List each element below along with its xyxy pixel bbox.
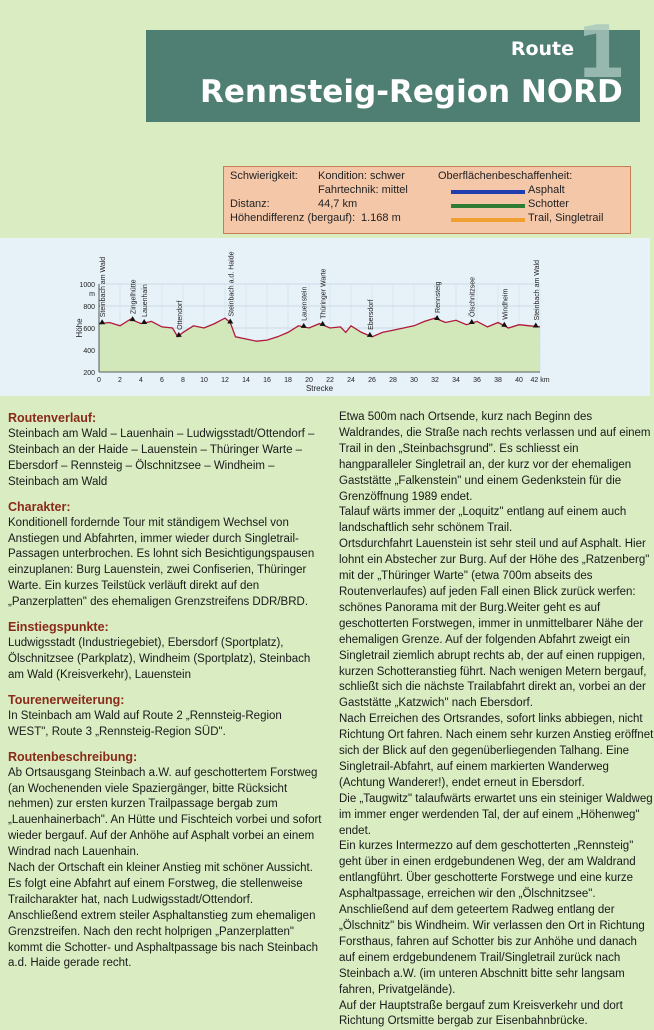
beschreibung-paragraph: Anschließend auf dem geteertem Radweg entlang der „Ölschnitz" bis Windheim. Wir verlassen den Ort in Richtung Forsthaus, fahren auf Schotter bis zur Anhöhe und danach auf einem erdgebundenem Trail/Singletrail zurück nach Steinbach a.W. (im unteren Abschnitt bitte sehr langsam fahren, Privatgelände). xyxy=(339,904,645,996)
heading-tourenerweiterung: Tourenerweiterung: xyxy=(8,692,125,707)
distance-value: 44,7 km xyxy=(318,198,358,210)
x-tick-label: 0 xyxy=(97,377,101,384)
beschreibung-paragraph: Nach der Ortschaft ein kleiner Anstieg mit schöner Aussicht. Es folgt eine Abfahrt auf einem Forstweg, die stellenweise Trailcharakter hat, nach Ludwigsstadt/Ottendorf. xyxy=(8,862,313,906)
charakter-text: Konditionell fordernde Tour mit ständigem Wechsel von Anstiegen und Abfahrten, immer wieder durch Singletrail-Passagen unterbrochen. Es lohnt sich Besichtigungspausen einzuplanen: Burg Lauenstein, zwei Confiserien, Thüringer Warte. Ein kurzes Teilstück verläuft direkt auf den „Panzerplatten" des ehemaligen Grenzstreifens DDR/BRD. xyxy=(8,516,315,609)
y-tick-label: 400 xyxy=(83,348,95,355)
place-label: Steinbach a.d. Haide xyxy=(228,251,236,317)
kondition-value: Kondition: schwer xyxy=(318,170,405,182)
difficulty-label: Schwierigkeit: xyxy=(230,170,298,182)
x-tick-label: 28 xyxy=(389,377,397,384)
legend-trail-line xyxy=(451,218,525,222)
x-tick-label: 42 km xyxy=(530,377,550,384)
left-column xyxy=(8,410,323,972)
place-label: Ölschnitzsee xyxy=(469,276,477,318)
place-marker xyxy=(141,319,147,324)
route-number: 1 xyxy=(575,10,626,94)
place-label: Windheim xyxy=(502,288,510,320)
place-label: Zingelhütte xyxy=(130,279,138,315)
fahrtechnik-value: Fahrtechnik: mittel xyxy=(318,184,408,196)
legend-asphalt-label: Asphalt xyxy=(528,184,565,196)
elevation-profile xyxy=(0,238,650,396)
beschreibung-paragraph: Etwa 500m nach Ortsende, kurz nach Beginn des Waldrandes, die Straße nach rechts verlassen und auf einem Trail in den „Steinbachsgrund". Es schliesst ein hangparalleler Singletrail an, der kurz vor der ehemaligen Gaststätte „Falkenstein" und einem Gedenkstein für die Grenzöffnung 1989 endet. xyxy=(339,411,651,503)
beschreibung-paragraph: Die „Taugwitz" talaufwärts erwartet uns ein steiniger Waldweg im immer enger werdenden Tal, der auf einem „Höhenweg" endet. xyxy=(339,792,653,837)
place-marker xyxy=(99,319,105,324)
x-tick-label: 6 xyxy=(160,377,164,384)
tourenerweiterung-text: In Steinbach am Wald auf Route 2 „Rennsteig-Region WEST", Route 3 „Rennsteig-Region SÜD". xyxy=(8,709,282,738)
x-tick-label: 8 xyxy=(181,377,185,384)
legend-schotter-line xyxy=(451,204,525,208)
x-tick-label: 18 xyxy=(284,377,292,384)
x-tick-label: 24 xyxy=(347,377,355,384)
surface-title: Oberflächenbeschaffenheit: xyxy=(438,170,573,182)
einstiegspunkte-text: Ludwigsstadt (Industriegebiet), Ebersdorf (Sportplatz), Ölschnitzsee (Parkplatz), Windheim (Sportplatz), Steinbach am Wald (Kreisverkehr), Lauenstein xyxy=(8,637,311,681)
page-title: Rennsteig-Region NORD xyxy=(200,74,623,110)
place-label: Lauenhain xyxy=(142,284,150,317)
route-label: Route xyxy=(510,38,574,60)
place-label: Lauenstein xyxy=(301,286,309,321)
x-tick-label: 38 xyxy=(494,377,502,384)
beschreibung-paragraph: Auf der Hauptstraße bergauf zum Kreisverkehr und dort Richtung Ortsmitte bergab zur Eisenbahnbrücke. xyxy=(339,999,623,1028)
heading-einstiegspunkte: Einstiegspunkte: xyxy=(8,620,109,635)
place-label: Steinbach am Wald xyxy=(533,260,541,321)
beschreibung-paragraph: Anschließend extrem steiler Asphaltanstieg zum ehemaligen Grenzstreifen. Nach den recht holprigen „Panzerplatten" kommt die Schotter- und Asphaltpassage bis nach Steinbach a.d. Haide gerade recht. xyxy=(8,909,319,970)
legend-schotter-label: Schotter xyxy=(528,198,569,210)
x-tick-label: 30 xyxy=(410,377,418,384)
place-marker xyxy=(301,323,307,328)
elevation-value: 1.168 m xyxy=(361,212,401,224)
x-tick-label: 32 xyxy=(431,377,439,384)
beschreibung-paragraph: Ein kurzes Intermezzo auf dem geschotterten „Rennsteig" geht über in einen erdgebundenen Weg, der am Waldrand entlangführt. Über geschotterte Forstwege und eine kurze Asphaltpassage, erreichen wir den „Ölschnitzsee". xyxy=(339,840,636,901)
y-unit-label: m xyxy=(89,291,95,298)
x-tick-label: 14 xyxy=(242,377,250,384)
x-tick-label: 34 xyxy=(452,377,460,384)
x-tick-label: 36 xyxy=(473,377,481,384)
place-label: Ottendorf xyxy=(176,300,184,330)
x-tick-label: 22 xyxy=(326,377,334,384)
x-tick-label: 20 xyxy=(305,377,313,384)
y-axis-label: Höhe xyxy=(75,318,84,338)
x-tick-label: 40 xyxy=(515,377,523,384)
place-label: Rennsteig xyxy=(435,281,443,313)
place-label: Ebersdorf xyxy=(367,299,375,330)
x-tick-label: 2 xyxy=(118,377,122,384)
y-tick-label: 800 xyxy=(83,304,95,311)
x-axis-label: Strecke xyxy=(305,384,334,393)
legend-asphalt-line xyxy=(451,190,525,194)
beschreibung-paragraph: Nach Erreichen des Ortsrandes, sofort links abbiegen, nicht Richtung Ort fahren. Nach einem sehr kurzen Anstieg eröffnet sich der Blick auf den gegenüberliegenden Talhang. Eine Singletrail-Abfahrt, auf einem markierten Wanderweg (Achtung Wanderer!), endet erneut in Ebersdorf. xyxy=(339,713,654,789)
x-tick-label: 10 xyxy=(200,377,208,384)
right-column xyxy=(339,410,654,1030)
x-tick-label: 16 xyxy=(263,377,271,384)
place-marker xyxy=(469,319,475,324)
elevation-chart xyxy=(0,238,650,396)
routenverlauf-text: Steinbach am Wald – Lauenhain – Ludwigsstadt/Ottendorf – Steinbach an der Haide – Lauenstein – Thüringer Warte – Ebersdorf – Rennsteig – Ölschnitzsee – Windheim – Steinbach am Wald xyxy=(8,428,315,488)
profile-area xyxy=(99,318,540,372)
heading-routenbeschreibung: Routenbeschreibung: xyxy=(8,749,138,764)
heading-charakter: Charakter: xyxy=(8,499,71,514)
place-label: Steinbach am Wald xyxy=(100,256,108,318)
header-banner xyxy=(146,10,640,122)
distance-label: Distanz: xyxy=(230,198,270,210)
legend-trail-label: Trail, Singletrail xyxy=(528,212,604,224)
elevation-label: Höhendifferenz (bergauf): xyxy=(230,212,356,224)
route-info-box xyxy=(223,166,631,234)
beschreibung-paragraph: Ortsdurchfahrt Lauenstein ist sehr steil und auf Asphalt. Hier lohnt ein Abstecher zur Burg. Auf der Höhe des „Ratzenberg" mit der „Thüringer Warte" (etwa 700m abseits des Routenverlaufes) auf jeden Fall einen Blick zurück werfen: schönes Panorama mit der Burg.Weiter geht es auf geschotterten Forstwegen, immer in unmittelbarer Nähe der ehemaligen Grenze. Auf der folgenden Abfahrt zweigt ein Singletrail ziemlich abrupt rechts ab, der auf einen ruppigen, kurzen Schotteranstieg führt. Nach wenigen Metern bergauf, schließt sich die nächste Trailabfahrt direkt an, vorbei an der Gaststätte „Katzwich" nach Ebersdorf. xyxy=(339,538,650,710)
beschreibung-paragraph: Talauf wärts immer der „Loquitz" entlang auf einem auch landschaftlich sehr schönem Trail. xyxy=(339,506,627,535)
place-label: Thüringer Warte xyxy=(320,268,328,319)
x-tick-label: 12 xyxy=(221,377,229,384)
x-tick-label: 4 xyxy=(139,377,143,384)
heading-routenverlauf: Routenverlauf: xyxy=(8,411,97,425)
x-tick-label: 26 xyxy=(368,377,376,384)
y-tick-label: 600 xyxy=(83,326,95,333)
beschreibung-paragraph: Ab Ortsausgang Steinbach a.W. auf geschottertem Forstweg (an Wochenenden viele Spaziergänger, bitte Rücksicht nehmen) zur ersten kurzen Trailpassage bergab zum „Lauenhainerbach". An Hütte und Fischteich vorbei und sofort wieder bergauf. Auf der Anhöhe auf Asphalt vorbei an einem Windrad nach Lauenhain. xyxy=(8,766,322,859)
y-tick-label: 1000 xyxy=(79,282,95,289)
y-tick-label: 200 xyxy=(83,370,95,377)
place-marker xyxy=(533,322,539,327)
